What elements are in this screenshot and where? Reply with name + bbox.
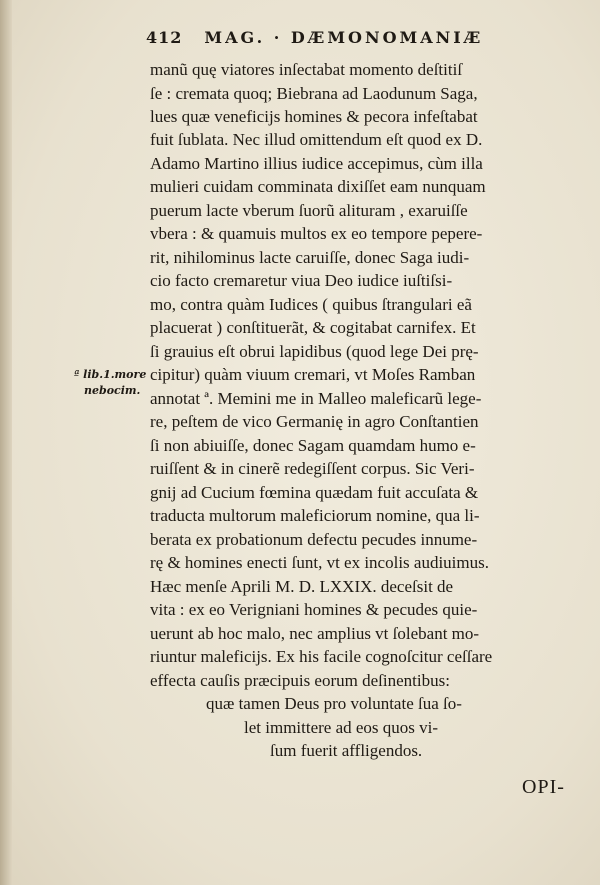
running-header: [146, 28, 483, 47]
text-line: mo, contra quàm Iudices ( quibus ſtrangulari eã: [150, 295, 472, 314]
text-line: riuntur maleficijs. Ex his facile cognoſcitur ceſſare: [150, 647, 493, 666]
text-line: mulieri cuidam comminata dixiſſet eam nunquam: [150, 177, 486, 196]
text-line: let immittere ad eos quos vi-: [244, 718, 439, 737]
text-line: puerum lacte vberum ſuorũ alituram , exaruiſſe: [150, 201, 468, 220]
text-line: Adamo Martino illius iudice accepimus, cùm illa: [150, 154, 483, 173]
running-title: MAG. · DÆMONOMANIÆ: [204, 28, 484, 47]
text-line: uerunt ab hoc malo, nec amplius vt ſolebant mo-: [150, 624, 480, 643]
text-line: vbera : & quamuis multos ex eo tempore pepere-: [150, 224, 483, 243]
text-line: ſe : cremata quoq; Biebrana ad Laodunum Saga,: [150, 84, 478, 103]
text-line: cio facto cremaretur viua Deo iudice iuſtiſsi-: [150, 271, 453, 290]
text-line: re, peſtem de vico Germanię in agro Conſtantien: [150, 412, 479, 431]
text-line: lues quæ veneficijs homines & pecora infeſtabat: [150, 107, 478, 126]
text-line: annotat ª. Memini me in Malleo maleficarũ lege-: [150, 389, 482, 408]
text-line: berata ex probationum defectu pecudes innume-: [150, 530, 478, 549]
text-line: ruiſſent & in cinerẽ redegiſſent corpus. Sic Veri-: [150, 459, 475, 478]
margin-note: nebocim.: [84, 384, 141, 397]
text-line: Hæc menſe Aprili M. D. LXXIX. deceſsit de: [150, 577, 454, 596]
text-line: effecta cauſis præcipuis eorum deſinentibus:: [150, 671, 450, 690]
text-line: rę & homines enecti ſunt, vt ex incolis audiuimus.: [150, 553, 489, 572]
text-line: manũ quę viatores inſectabat momento deſtitiſ: [150, 60, 463, 79]
text-line: placuerat ) conſtituerãt, & cogitabat carnifex. Et: [150, 318, 476, 337]
text-line: ſi non abiuiſſe, donec Sagam quamdam humo e-: [150, 436, 476, 455]
text-line: gnij ad Cucium fœmina quædam fuit accuſata &: [150, 483, 479, 502]
text-line: ſum fuerit affligendos.: [270, 741, 423, 760]
text-line: vita : ex eo Verigniani homines & pecudes quie-: [150, 600, 478, 619]
text-line: cipitur) quàm viuum cremari, vt Moſes Ramban: [150, 365, 476, 384]
text-line: ſi grauius eſt obrui lapidibus (quod lege Dei prę-: [150, 342, 479, 361]
text-line: traducta multorum maleficiorum nomine, qua li-: [150, 506, 480, 525]
catchword: OPI-: [522, 776, 565, 798]
page-number: 412: [146, 28, 183, 47]
text-line: quæ tamen Deus pro voluntate ſua ſo-: [206, 694, 462, 713]
text-line: fuit ſublata. Nec illud omittendum eſt quod ex D.: [150, 130, 483, 149]
text-line: rit, nihilominus lacte caruiſſe, donec Saga iudi-: [150, 248, 470, 267]
page-gutter: [0, 0, 12, 885]
margin-note: ª lib.1.more: [74, 368, 147, 381]
